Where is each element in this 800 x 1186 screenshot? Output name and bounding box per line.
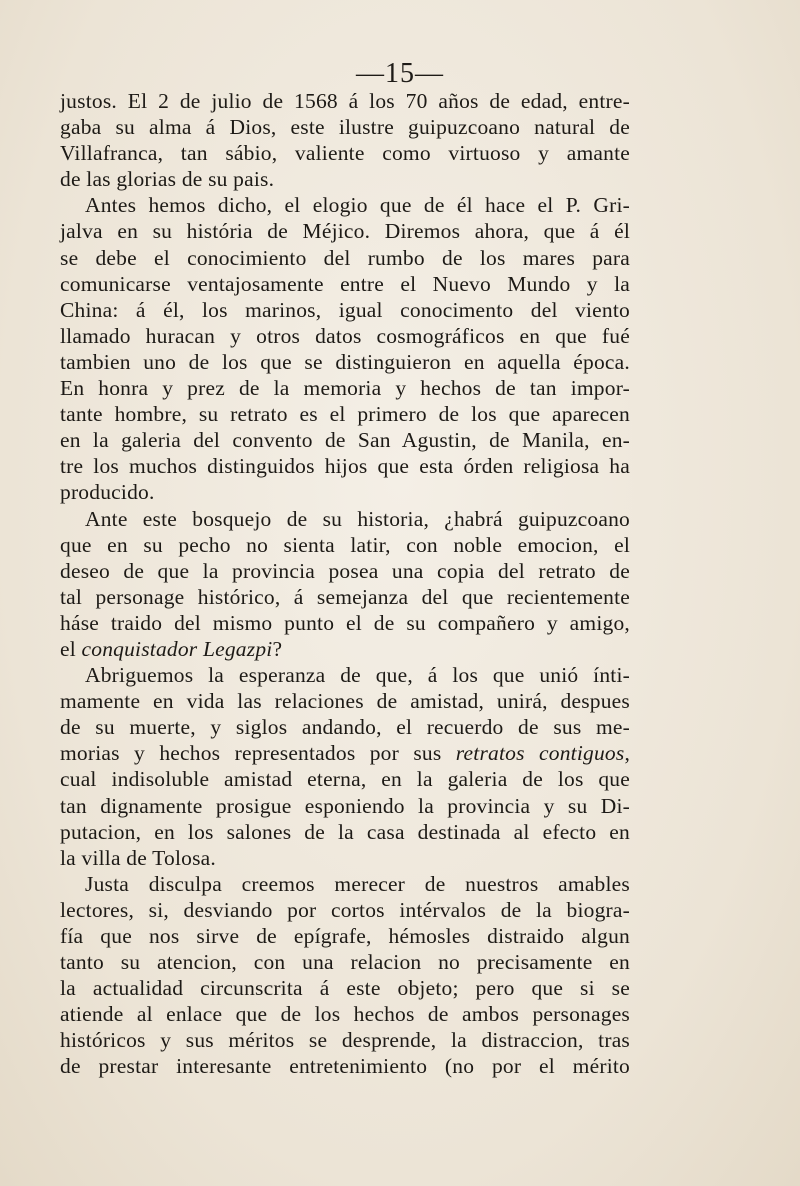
- text-line-main: tante hombre, su retrato es el primero de los que aparecen: [60, 402, 630, 427]
- text-line: [60, 871, 630, 897]
- text-line-main: fía que nos sirve de epígrafe, hémosles distraido algun: [60, 924, 630, 948]
- body-text: [60, 88, 630, 1080]
- text-line-main: de las glorias de su pais.: [60, 167, 275, 192]
- text-line: [60, 845, 630, 871]
- text-line-main: Ante este bosquejo de su historia, ¿habrá guipuzcoano: [85, 506, 630, 531]
- text-line-main: China: á él, los marinos, igual conocimento del viento: [60, 297, 630, 322]
- text-line: [60, 923, 630, 949]
- text-line: [60, 166, 630, 192]
- text-line: [60, 975, 630, 1001]
- text-line: [60, 636, 630, 662]
- text-line-main: producido.: [60, 480, 155, 505]
- text-line-main: Antes hemos dicho, el elogio que de él hace el P. Gri-: [85, 193, 630, 218]
- text-line-main: la actualidad circunscrita á este objeto; pero que si se: [60, 976, 630, 1001]
- text-line: [60, 662, 630, 688]
- text-line-after: ,: [624, 741, 631, 766]
- text-line-italic: retratos contiguos: [455, 741, 625, 766]
- text-line: [60, 218, 630, 244]
- text-line-main: Villafranca, tan sábio, valiente como virtuoso y amante: [60, 141, 630, 166]
- text-line: [60, 271, 630, 297]
- text-line: [60, 114, 630, 140]
- text-line-main: tal personage histórico, á semejanza del que recientemente: [60, 584, 630, 609]
- text-line-main: cual indisoluble amistad eterna, en la galeria de los que: [60, 767, 630, 792]
- text-line: [60, 740, 630, 766]
- text-line: [60, 323, 630, 349]
- text-line: [60, 453, 630, 479]
- text-line: [60, 558, 630, 584]
- text-line-main: tre los muchos distinguidos hijos que esta órden religiosa ha: [60, 454, 630, 479]
- text-line: [60, 584, 630, 610]
- text-line: [60, 714, 630, 740]
- text-line: [60, 479, 630, 505]
- page-number: —15—: [356, 58, 444, 89]
- text-line: [60, 1053, 630, 1079]
- text-line-main: justos. El 2 de julio de 1568 á los 70 años de edad, entre-: [60, 89, 630, 113]
- text-line-main: que en su pecho no sienta latir, con noble emocion, el: [60, 532, 630, 557]
- text-line-main: morias y hechos representados por sus: [60, 741, 456, 766]
- text-line-main: tan dignamente prosigue esponiendo la provincia y su Di-: [60, 793, 630, 818]
- text-line-after: ?: [272, 636, 283, 661]
- text-line-main: Justa disculpa creemos merecer de nuestros amables: [85, 871, 630, 896]
- text-line-main: háse traido del mismo punto el de su compañero y amigo,: [60, 610, 630, 635]
- text-line-main: tambien uno de los que se distinguieron en aquella época.: [60, 349, 630, 374]
- text-line: [60, 245, 630, 271]
- text-line: [60, 688, 630, 714]
- text-line-main: Abriguemos la esperanza de que, á los que unió ínti-: [85, 663, 630, 688]
- text-line-main: en la galeria del convento de San Agustin, de Manila, en-: [60, 428, 630, 453]
- text-line: [60, 375, 630, 401]
- text-line-main: putacion, en los salones de la casa destinada al efecto en: [60, 819, 630, 844]
- text-line: [60, 897, 630, 923]
- text-line: [60, 297, 630, 323]
- text-line: [60, 819, 630, 845]
- text-line: [60, 1001, 630, 1027]
- text-line-main: jalva en su história de Méjico. Diremos ahora, que á él: [60, 219, 630, 244]
- text-line-main: En honra y prez de la memoria y hechos de tan impor-: [60, 376, 630, 401]
- text-line: [60, 401, 630, 427]
- text-line: [60, 1027, 630, 1053]
- text-line-main: mamente en vida las relaciones de amistad, unirá, despues: [60, 689, 630, 714]
- text-line: [60, 140, 630, 166]
- text-line-main: de su muerte, y siglos andando, el recuerdo de sus me-: [60, 715, 630, 740]
- text-line-main: atiende al enlace que de los hechos de ambos personages: [60, 1002, 630, 1027]
- text-line-italic: conquistador Legazpi: [81, 636, 273, 661]
- text-line: [60, 532, 630, 558]
- text-line-main: históricos y sus méritos se desprende, la distraccion, tras: [60, 1028, 630, 1053]
- text-line-main: gaba su alma á Dios, este ilustre guipuzcoano natural de: [60, 115, 630, 140]
- text-line-main: deseo de que la provincia posea una copia del retrato de: [60, 558, 630, 583]
- text-line-main: lectores, si, desviando por cortos intérvalos de la biogra-: [60, 897, 630, 922]
- text-line-main: de prestar interesante entretenimiento (no por el mérito: [60, 1054, 630, 1079]
- text-line-main: el: [60, 636, 82, 661]
- text-line: [60, 610, 630, 636]
- text-line-main: comunicarse ventajosamente entre el Nuevo Mundo y la: [60, 271, 630, 296]
- text-line-main: tanto su atencion, con una relacion no precisamente en: [60, 950, 630, 975]
- text-line: [60, 793, 630, 819]
- text-line-main: la villa de Tolosa.: [60, 845, 216, 870]
- text-line: [60, 349, 630, 375]
- text-line-main: se debe el conocimiento del rumbo de los mares para: [60, 245, 630, 270]
- text-line: [60, 192, 630, 218]
- text-line-main: llamado huracan y otros datos cosmográficos en que fué: [60, 323, 630, 348]
- text-line: [60, 88, 630, 114]
- text-line: [60, 427, 630, 453]
- text-line: [60, 506, 630, 532]
- text-line: [60, 949, 630, 975]
- text-line: [60, 766, 630, 792]
